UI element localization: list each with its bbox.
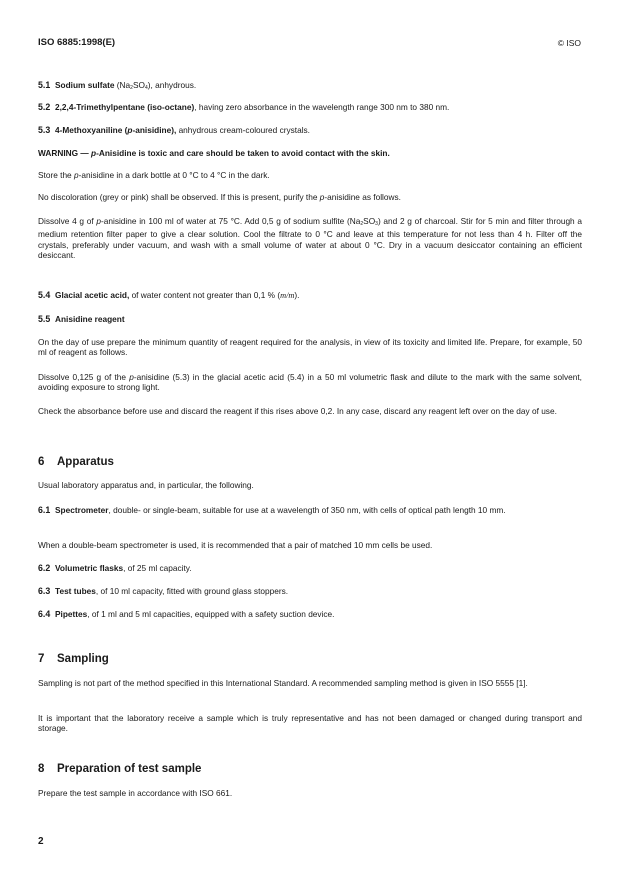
subscript: 2 [360,221,364,227]
paragraph-test-sample: Prepare the test sample in accordance with ISO 661. [38,788,233,798]
clause-number: 5.2 [38,102,51,112]
text: SO [363,216,376,226]
clause-title: Sodium sulfate [55,80,115,90]
clause-number: 6.2 [38,563,51,573]
paragraph-reagent-prep [38,372,582,393]
section-number: 8 [38,763,45,775]
clause-title: -anisidine), [132,125,177,135]
clause-number: 6.4 [38,609,51,619]
subscript: 4 [144,85,148,91]
clause-title: Spectrometer [55,505,109,515]
text: ) and 2 g of charcoal. Stir for 5 min and filter through a medium retention filter paper to give a clear solution. Cool the filtrate to 0 °C and leave at this temperature for not less than 4 h. Filter off the crystals, preferably under vacuum, and wash with a small volume of water at about 0 °C. Dry in a vacuum desiccator containing an efficient desiccant. [38,216,582,261]
paragraph-on-day: On the day of use prepare the minimum quantity of reagent required for the analysis, in view of its toxicity and limited life. Prepare, for example, 50 ml of reagent as follows. [38,337,582,358]
text: Dissolve 0,125 g of the [38,372,130,382]
text: , having zero absorbance in the wavelength range 300 nm to 380 nm. [194,102,450,112]
clause-6-1 [38,505,582,515]
clause-title: Volumetric flasks [55,563,124,573]
clause-number: 6.3 [38,586,51,596]
italic: p [91,148,97,158]
text: anhydrous cream-coloured crystals. [176,125,310,135]
paragraph-check: Check the absorbance before use and discard the reagent if this rises above 0,2. In any case, discard any reagent left over on the day of use. [38,406,557,416]
section-7-heading [38,653,109,665]
text: Dissolve 4 g of [38,216,97,226]
clause-5-2 [38,102,582,112]
italic: m/m [280,291,295,300]
section-title: Apparatus [57,456,114,468]
paragraph-sampling-2: It is important that the laboratory receive a sample which is truly representative and has not been damaged or changed during transport and storage. [38,713,582,734]
text: (Na [114,80,131,90]
clause-6-4 [38,609,582,619]
text: , double- or single-beam, suitable for use at a wavelength of 350 nm, with cells of optical path length 10 mm. [108,505,506,515]
section-title: Preparation of test sample [57,763,202,775]
clause-5-5 [38,314,582,324]
text: , of 25 ml capacity. [123,563,192,573]
clause-5-3 [38,125,582,135]
paragraph-double-beam: When a double-beam spectrometer is used, it is recommended that a pair of matched 10 mm cells be used. [38,540,433,550]
text: -anisidine as follows. [324,192,401,202]
text: SO [132,80,145,90]
clause-title: Anisidine reagent [55,314,125,324]
clause-6-3 [38,586,582,596]
text: Store the [38,170,74,180]
italic: p [129,372,134,382]
paragraph-discoloration [38,192,582,202]
text: -Anisidine is toxic and care should be taken to avoid contact with the skin. [96,148,390,158]
section-number: 7 [38,653,45,665]
section-title: Sampling [57,653,109,665]
italic: p [96,216,101,226]
clause-6-2 [38,563,582,573]
clause-title: 4-Methoxyaniline ( [55,125,128,135]
clause-title: Pipettes [55,609,88,619]
section-number: 6 [38,456,45,468]
paragraph-sampling-1: Sampling is not part of the method specified in this International Standard. A recommended sampling method is given in ISO 5555 [1]. [38,678,528,688]
document-id: ISO 6885:1998(E) [38,37,116,48]
clause-5-4 [38,290,582,301]
subscript: 2 [130,85,133,91]
text: No discoloration (grey or pink) shall be observed. If this is present, purify the [38,192,320,202]
text: -anisidine in a dark bottle at 0 °C to 4 °C in the dark. [78,170,270,180]
warning [38,148,582,158]
text: , of 1 ml and 5 ml capacities, equipped with a safety suction device. [87,609,335,619]
text: -anisidine in 100 ml of water at 75 °C. Add 0,5 g of sodium sulfite (Na [100,216,361,226]
paragraph-apparatus-intro: Usual laboratory apparatus and, in particular, the following. [38,480,254,490]
clause-title: 2,2,4-Trimethylpentane (iso-octane) [55,102,195,112]
clause-number: 5.5 [38,314,51,324]
text: , of 10 ml capacity, fitted with ground glass stoppers. [95,586,289,596]
page-number: 2 [38,836,44,847]
clause-number: 6.1 [38,505,51,515]
section-8-heading [38,763,201,775]
copyright: © ISO [557,38,581,48]
clause-number: 5.4 [38,290,51,300]
clause-5-1 [38,80,582,93]
text: ), anhydrous. [147,80,197,90]
subscript: 3 [375,221,378,227]
clause-number: 5.1 [38,80,51,90]
paragraph-purification [38,216,582,261]
italic: p [73,170,79,180]
clause-number: 5.3 [38,125,51,135]
paragraph-store [38,170,582,180]
text: of water content not greater than 0,1 % ( [129,290,281,300]
section-6-heading [38,456,114,468]
clause-title: Glacial acetic acid, [55,290,130,300]
clause-title: Test tubes [55,586,96,596]
text: -anisidine (5.3) in the glacial acetic acid (5.4) in a 50 ml volumetric flask and dilute to the mark with the same solvent, avoiding exposure to strong light. [38,372,582,393]
text: WARNING — [38,148,92,158]
italic: p [319,192,325,202]
text: ). [294,290,300,300]
italic: p [127,125,133,135]
